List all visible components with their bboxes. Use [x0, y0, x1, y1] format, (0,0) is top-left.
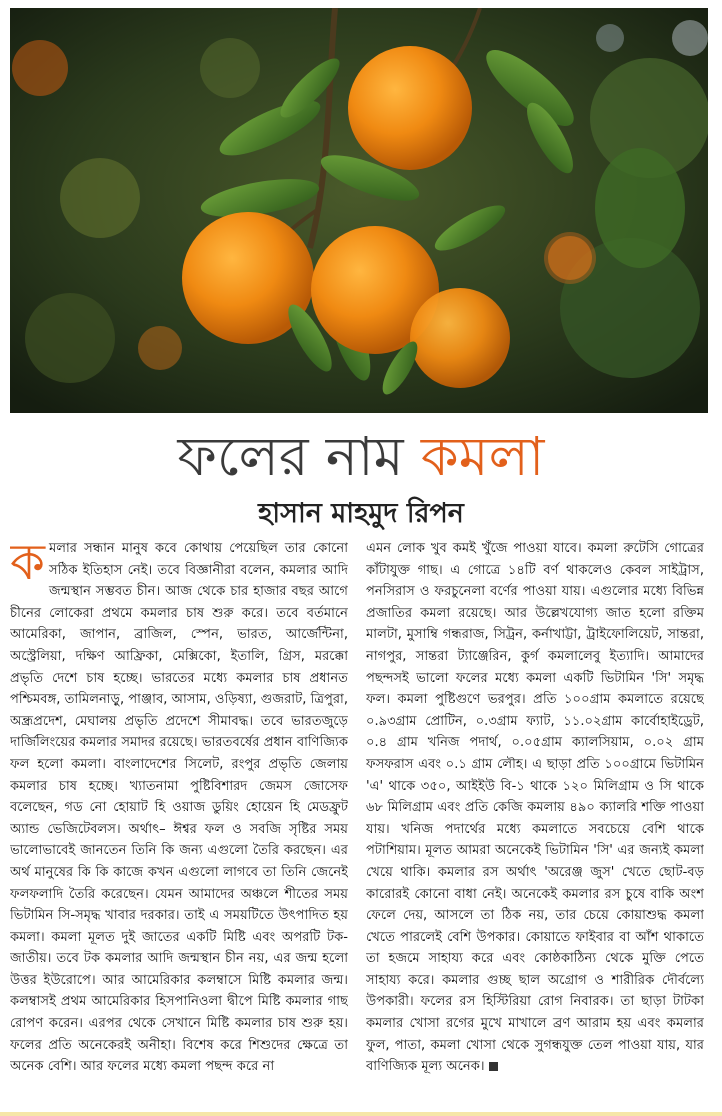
article-column-right	[366, 538, 704, 1104]
orange-tree-illustration	[10, 8, 708, 413]
left-column-text: মলার সন্ধান মানুষ কবে কোথায় পেয়েছিল তার কোনো সঠিক ইতিহাস নেই। তবে বিজ্ঞানীরা বলেন, কমলার আদি জন্মস্থান সম্ভবত চীন। আজ থেকে চার হাজার বছর আগে চীনের লোকেরা প্রথমে কমলার চাষ শুরু করে। তবে বর্তমানে আমেরিকা, জাপান, ব্রাজিল, স্পেন, ভারত, আর্জেন্টিনা, অস্ট্রেলিয়া, দক্ষিণ আফ্রিকা, মেক্সিকো, ইতালি, গ্রিস, মরক্কো প্রভৃতি দেশে চাষ হচ্ছে। ভারতের মধ্যে কমলার চাষ প্রধানত পশ্চিমবঙ্গ, তামিলনাড়ু, পাঞ্জাব, আসাম, ওড়িষ্যা, গুজরাট, ত্রিপুরা, অন্ধ্রপ্রদেশ, মেঘালয় প্রভৃতি প্রদেশে সীমাবদ্ধ। তবে ভারতজুড়ে দার্জিলিংয়ের কমলার সমাদর রয়েছে। ভারতবর্ষের প্রধান বাণিজ্যিক ফল হলো কমলা। বাংলাদেশের সিলেট, রংপুর প্রভৃতি জেলায় কমলার চাষ হচ্ছে। খ্যাতনামা পুষ্টিবিশারদ জেমস জোসেফ বলেছেন, গড নো হোয়াট হি ওয়াজ ডুয়িং হোয়েন হি মেডফ্রুট অ্যান্ড ভেজিটেবলস। অর্থাৎ– ঈশ্বর ফল ও সবজি সৃষ্টির সময় ভালোভাবেই জানতেন তিনি কি জন্য এগুলো তৈরি করছেন। এর অর্থ মানুষের কি কি কাজে কখন এগুলো লাগবে তা তিনি জেনেই ফলফলাদি তৈরি করেছেন। যেমন আমাদের অঞ্চলে শীতের সময় ভিটামিন সি-সমৃদ্ধ খাবার দরকার। তাই এ সময়টিতে উৎপাদিত হয় কমলা। কমলা মূলত দুই জাতের একটি মিষ্টি এবং অপরটি টক-জাতীয়। তবে টক কমলার আদি জন্মস্থান চীন নয়, এর জন্ম হলো উত্তর ইউরোপে। আর আমেরিকার কলম্বাসে মিষ্টি কমলার জন্ম। কলম্বাসই প্রথম আমেরিকার হিসপানিওলা দ্বীপে মিষ্টি কমলার গাছ রোপণ করেন। এরপর থেকে সেখানে মিষ্টি কমলার চাষ শুরু হয়। ফলের প্রতি অনেকেরই অনীহা। বিশেষ করে শিশুদের ক্ষেত্রে তা অনেক বেশি। আর ফলের মধ্যে কমলা পছন্দ করে না	[10, 541, 348, 1075]
headline-text: ফলের নাম	[177, 425, 421, 488]
article-column-left	[10, 538, 348, 1104]
article-paragraph	[366, 538, 704, 1078]
headline-accent-word: কমলা	[420, 425, 545, 488]
bottom-rule	[0, 1112, 722, 1116]
end-mark-icon	[489, 1062, 498, 1071]
article-headline	[0, 418, 722, 496]
drop-cap: ক	[10, 538, 45, 591]
oranges-photo	[10, 8, 708, 413]
author-byline: হাসান মাহমুদ রিপন	[258, 498, 464, 529]
right-column-text: এমন লোক খুব কমই খুঁজে পাওয়া যাবে। কমলা রুটেসি গোত্রের কাঁটাযুক্ত গাছ। এ গোত্রে ১৪টি বর্ণ থাকলেও কেবল সাইট্রাস, পনসিরাস ও ফরচুনেলা বর্ণের পাওয়া যায়। এগুলোর মধ্যে বিভিন্ন প্রজাতির কমলা রয়েছে। আর উল্লেখযোগ্য জাত হলো রক্তিম মালটা, মুসাম্বি গন্ধরাজ, সিট্রন, কর্নাখাট্টা, ট্রাইফোলিয়েট, সান্তরা, নাগপুর, সান্তরা ট্যাঞ্জেরিন, কুর্গ কমলালেবু ইত্যাদি। আমাদের পছন্দসই ভালো ফলের মধ্যে কমলা একটি ভিটামিন 'সি' সমৃদ্ধ ফল। কমলা পুষ্টিগুণে ভরপুর। প্রতি ১০০গ্রাম কমলাতে রয়েছে ০.৯৩গ্রাম প্রোটিন, ০.৩গ্রাম ফ্যাট, ১১.০২গ্রাম কার্বোহাইড্রেট, ০.৪ গ্রাম খনিজ পদার্থ, ০.০৫গ্রাম ক্যালসিয়াম, ০.০২ গ্রাম ফসফরাস এবং ০.১ গ্রাম লৌহ। এ ছাড়া প্রতি ১০০গ্রামে ভিটামিন 'এ' থাকে ৩৫০, আইইউ বি-১ থাকে ১২০ মিলিগ্রাম ও সি থাকে ৬৮ মিলিগ্রাম এবং প্রতি কেজি কমলায় ৪৯০ ক্যালরি শক্তি পাওয়া যায়। খনিজ পদার্থের মধ্যে কমলাতে সবচেয়ে বেশি থাকে পটাশিয়াম। মূলত আমরা অনেকেই ভিটামিন 'সি' এর জন্যই কমলা খেয়ে থাকি। কমলার রস অর্থাৎ 'অরেঞ্জ জুস' খেতে ছোট-বড় কারোরই কোনো বাধা নেই। অনেকেই কমলার রস চুষে বাকি অংশ ফেলে দেয়, আসলে তা ঠিক নয়, তার চেয়ে কোয়াশুদ্ধ কমলা খেতে পারলেই বেশি উপকার। কোয়াতে ফাইবার বা আঁশ থাকাতে তা হজমে সাহায্য করে এবং কোষ্ঠকাঠিন্য থেকে মুক্তি পেতে সাহায্য করে। কমলার গুচ্ছ ছাল অগ্রোগ ও শারীরিক দৌর্বল্যে উপকারী। ফলের রস হিস্টিরিয়া রোগ নিবারক। তা ছাড়া টাটকা কমলার খোসা রগের মুখে মাখালে ব্রণ আরাম হয় এবং কমলার ফুল, পাতা, কমলা খোসা থেকে সুগন্ধযুক্ত তেল পাওয়া যায়, যার বাণিজ্যিক মূল্য অনেক।	[366, 541, 704, 1075]
article-paragraph	[10, 538, 348, 1078]
